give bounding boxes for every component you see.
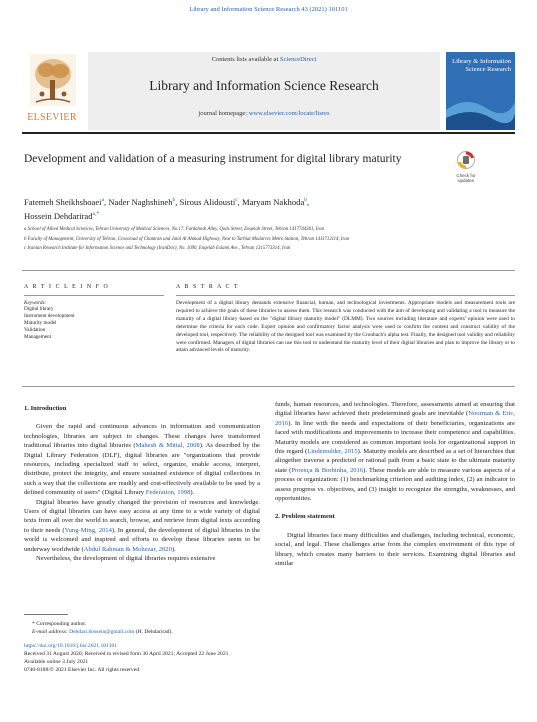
article-info-section	[24, 284, 164, 341]
journal-header	[22, 52, 515, 130]
affiliation-a: a School of Allied Medical Sciences, Tehran University of Medical Sciences, No.17, Fardanesh Alley, Qods Street, Enqelab Street, Tehran 1417744361, Iran	[24, 227, 325, 232]
abstract-heading: A B S T R A C T	[176, 284, 240, 290]
text-run: ). In line with the needs and expectations of their beneficiaries, organizations are faced with modifications and improvements to increase their competence and capabilities. Maturity models are considered as common important tools for organizational support in this regard (	[275, 419, 515, 456]
keyword: Maturity model	[24, 320, 57, 326]
author-name[interactable]: Maryam Nakhoda	[241, 196, 305, 207]
body-paragraph	[24, 422, 260, 497]
header-rule	[22, 132, 515, 134]
journal-reference: Library and Information Science Research 43 (2021) 101101	[189, 6, 348, 13]
author-affil-mark[interactable]: a,*	[92, 210, 100, 217]
journal-banner	[88, 52, 440, 130]
email-suffix: (H. Dehdarirad).	[134, 629, 173, 635]
author-affil-mark[interactable]: a	[101, 197, 105, 203]
abstract-rule	[176, 295, 515, 296]
author-affil-mark[interactable]: c	[235, 197, 238, 203]
citation-link[interactable]: Proença & Borbinha, 2016	[291, 466, 364, 474]
citation-link[interactable]: Federation, 1998	[145, 489, 191, 497]
text-run: ). These models are able to measure various aspects of a process or organization: (1) benchmarking criterion and auditing index, (2) an indicator to assess progress vs. objectives, and (3) insight to recognize the strengths, weaknesses, and opportunities.	[275, 466, 515, 503]
check-for-updates-badge[interactable]	[454, 150, 478, 183]
homepage-prefix: journal homepage:	[198, 110, 249, 117]
text-run: ).	[190, 489, 195, 497]
text-run: ). Maturity models are described as a set of hierarchies that altogether traverse a predicted or rational path from a basic state to the ultimate maturity state (	[275, 448, 516, 474]
text-run: Digital libraries have greatly changed the provision of resources and knowledge. Users of digital libraries can have easy access at any time to a wide variety of digital texts from all over the world to search, browse, and retrieve from digital texts according to their needs (	[24, 498, 260, 534]
cover-art-graphic	[446, 90, 515, 130]
body-column-left	[24, 400, 260, 564]
article-title: Development and validation of a measuring instrument for digital library maturity	[24, 153, 402, 165]
elsevier-logo[interactable]	[22, 52, 82, 130]
copyright: 0740-8188/© 2021 Elsevier Inc. All rights reserved.	[24, 667, 141, 673]
author-name[interactable]: Hossein Dehdarirad	[24, 210, 93, 221]
elsevier-tree-icon	[30, 54, 76, 106]
author-list	[24, 194, 494, 222]
author-separator: ,	[104, 196, 109, 207]
citation-link[interactable]: Abdul Rahman & Mohezar, 2020	[83, 545, 172, 553]
section-heading-introduction: 1. Introduction	[24, 405, 67, 412]
abstract-bottom-rule	[22, 386, 515, 387]
section-heading-problem-statement: 2. Problem statement	[275, 513, 335, 521]
journal-cover-image[interactable]	[446, 52, 515, 130]
affiliation-b: b Faculty of Management, University of Tehran, Crossroad of Chamran and Jalal Al Ahmad Highway, Next to Tarbiat Modarres Metro Station, Tehran 1411713114, Iran	[24, 236, 350, 242]
author-affil-mark[interactable]: b	[304, 197, 308, 203]
keyword: Validation	[24, 327, 46, 333]
email-label: E-mail address:	[32, 629, 70, 635]
journal-title[interactable]: Library and Information Science Research	[149, 78, 379, 93]
page-footer	[24, 614, 324, 674]
author-separator: ,	[237, 196, 242, 207]
affiliation-rule	[22, 270, 515, 271]
body-column-right	[275, 400, 515, 569]
body-paragraph	[275, 400, 515, 503]
author-separator: ,	[175, 196, 180, 207]
available-online: Available online 3 July 2021	[24, 659, 89, 665]
affiliation-c: c Iranian Research Institute for Information Science and Technology (IranDoc), No. 1090, Enqelab Eslami Ave., Tehran 1315773314, Iran	[24, 246, 291, 251]
footnote-rule	[24, 614, 68, 615]
received-dates: Received 31 August 2020; Received in revised form 30 April 2021; Accepted 22 June 2021	[24, 651, 229, 657]
author-affil-mark[interactable]: b	[172, 197, 176, 203]
elsevier-wordmark: ELSEVIER	[27, 112, 77, 123]
body-paragraph: Digital libraries face many difficulties and challenges, including technical, economic, social, and legal. These challenges arise from the complex environment of this type of library, which creates many barriers to their services. Examining digital libraries and similar	[275, 531, 515, 568]
affiliations	[24, 226, 514, 255]
email-line	[24, 628, 324, 636]
author-name[interactable]: Nader Naghshineh	[108, 196, 173, 207]
sciencedirect-link[interactable]: ScienceDirect	[279, 56, 317, 63]
text-run: Given the rapid and continuous advances in information and communication technologies, libraries are subject to changes. These changes have transformed traditional libraries into digital libraries (	[24, 423, 260, 450]
contents-line	[88, 56, 440, 63]
check-updates-icon	[456, 150, 476, 172]
text-run: funds, human resources, and technologies. Therefore, assessments aimed at ensuring that digital libraries have achieved their predetermined goals are inevitable (	[275, 401, 515, 418]
text-run: ). In general, the development of digital libraries in the world is welcomed and inspired and efforts to develop these libraries seem to be underway worldwide (	[24, 526, 260, 553]
contents-prefix: Contents lists available at	[211, 56, 280, 63]
text-run: ). As described by the Digital Library Federation (DLF), digital libraries are "organizations that provide resources, including specialized staff to select, organize, enable access, interpret, distribute, protect the integrity, and ensure sustained existence of digital collections in such a way that the collections are readily and cost-effectively available to be used by a defined community of users" (Digital Library	[24, 442, 260, 497]
keyword: Management	[24, 334, 52, 340]
cover-title: Library & Information Science Research	[452, 58, 511, 73]
homepage-link[interactable]: www.elsevier.com/locate/lisres	[248, 110, 330, 117]
keyword: Digital library	[24, 306, 54, 312]
homepage-line	[88, 110, 440, 117]
corresponding-author-note: * Corresponding author.	[32, 621, 87, 627]
keyword: Instrument development	[24, 313, 75, 319]
citation-link[interactable]: Mahesh & Mittal, 2008	[135, 442, 200, 450]
author-separator: ,	[307, 196, 310, 207]
body-paragraph	[24, 498, 260, 554]
author-name[interactable]: Fatemeh Sheikhshoaei	[24, 196, 102, 207]
email-link[interactable]: Dehdari.hossein@gmail.com	[69, 629, 135, 635]
citation-link[interactable]: Yung-Ming, 2014	[64, 526, 112, 534]
check-updates-label: Check for updates	[456, 173, 476, 183]
article-info-rule	[24, 295, 164, 296]
citation-link[interactable]: Lindemulder, 2015	[307, 448, 358, 456]
doi-link[interactable]: https://doi.org/10.1016/j.lisr.2021.101101	[24, 643, 118, 649]
citation-link[interactable]: Noorman & Eric, 2016	[275, 410, 515, 427]
abstract-section	[176, 284, 515, 355]
body-paragraph: Nevertheless, the development of digital libraries requires extensive	[36, 555, 216, 563]
keywords-label: Keywords:	[24, 300, 47, 306]
author-name[interactable]: Sirous Alidousti	[179, 196, 236, 207]
article-info-heading: A R T I C L E I N F O	[24, 284, 110, 290]
abstract-text: Development of a digital library demands extensive financial, human, and technological investments. Appropriate models and measurement tools are required to achieve the goals of these libraries to assess them. This research was conducted with the aim of developing and validating a tool to measure the maturity of a digital library based on the "digital library maturity model" (DLMM). Two sources including literature and experts' opinion were used to determine the criteria for each code. Expert opinion and confirmatory factor analysis were used to confirm the content and construct validity of the developed tool, respectively. The reliability of the designed tool was examined by the Cronbach's alpha test. Finally, the designed tool validity and reliability were confirmed. Managers of digital libraries can use this tool to understand the maturity level of their digital libraries and plan to improve the library or to attain advanced levels of maturity.	[176, 300, 515, 354]
text-run: ).	[171, 545, 176, 553]
